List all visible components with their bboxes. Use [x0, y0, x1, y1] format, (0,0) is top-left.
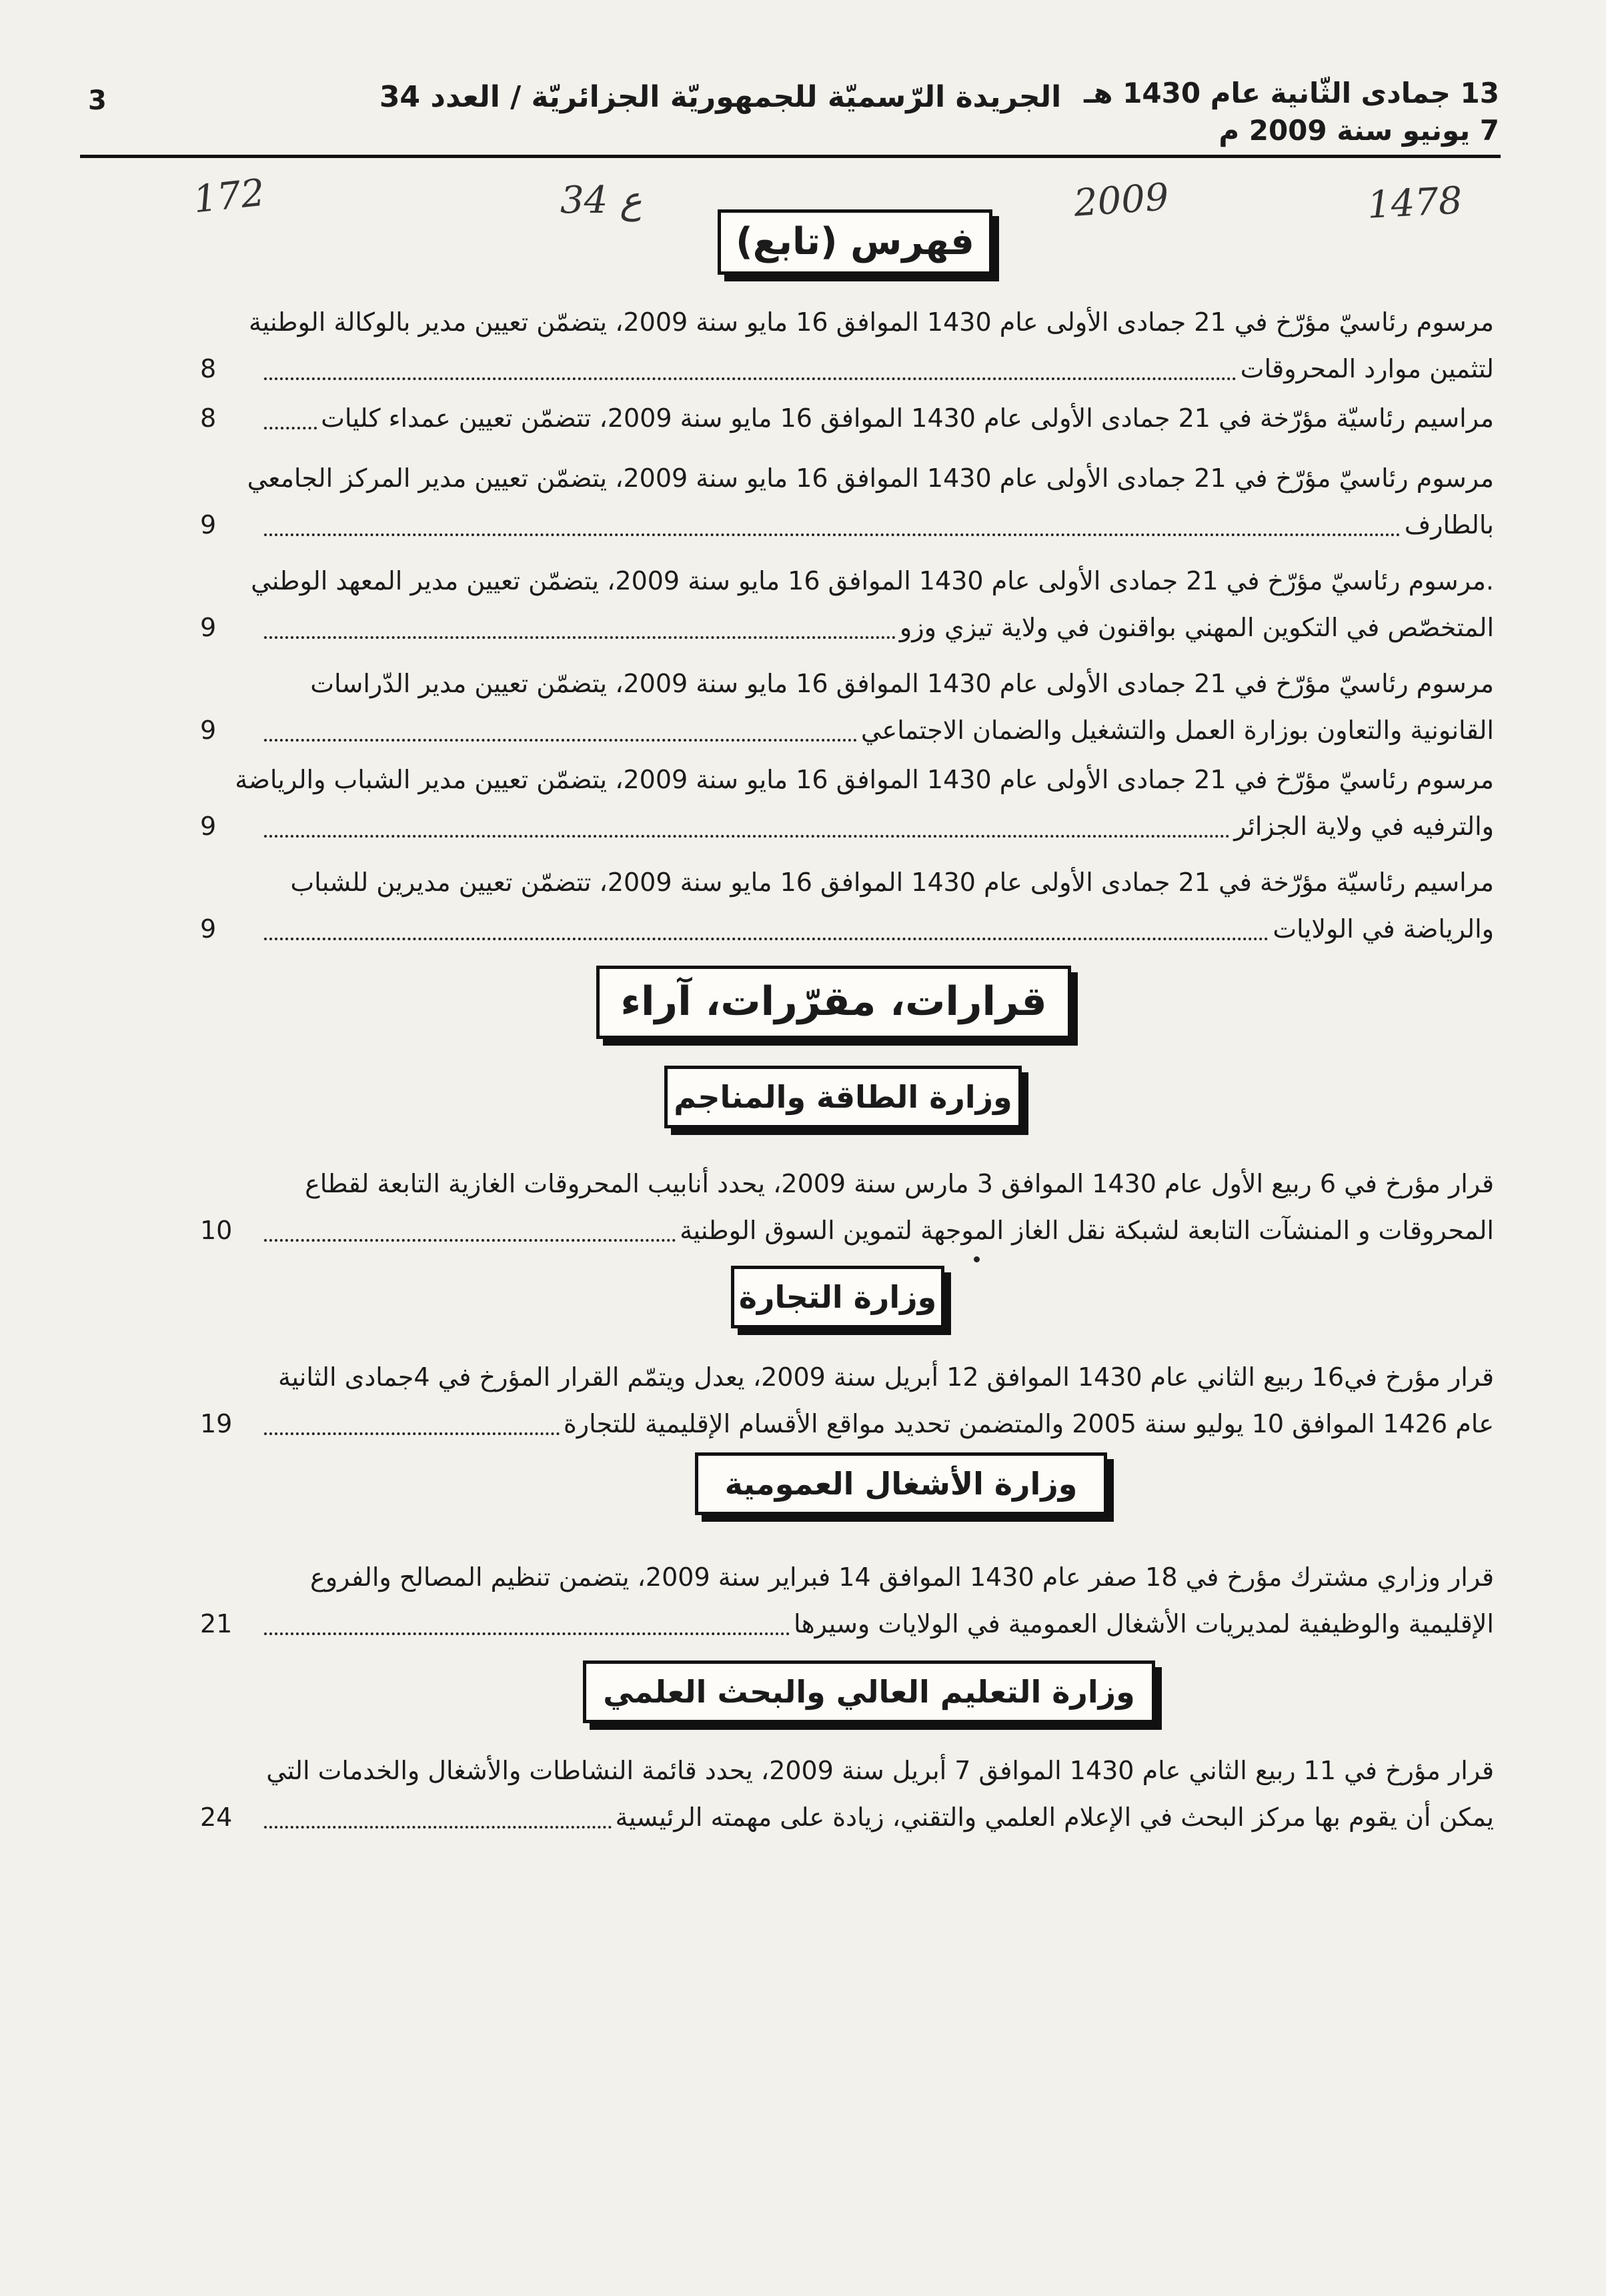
entry-page: 21: [200, 1609, 233, 1638]
leader-dots: [264, 835, 1230, 838]
ministry-name: وزارة الطاقة والمناجم: [674, 1079, 1012, 1115]
leader-dots: [264, 1239, 676, 1242]
index-entry: [200, 557, 1494, 651]
index-title: فهرس (تابع): [736, 220, 974, 263]
handwritten-note-issue: 34 ع: [560, 179, 642, 222]
index-entry: [200, 1747, 1494, 1841]
leader-dots: [264, 377, 1237, 380]
entry-text: قرار وزاري مشترك مؤرخ في 18 صفر عام 1430 الموافق 14 فبراير سنة 2009، يتضمن تنظيم المصالح والفروع: [310, 1562, 1494, 1592]
entry-text-end: المتخصّص في التكوين المهني بواقنون في ولاية تيزي وزو: [899, 613, 1494, 642]
journal-title: الجريدة الرّسميّة للجمهوريّة الجزائريّة / العدد 34: [379, 80, 1062, 114]
index-entry: [200, 395, 1494, 441]
leader-dots: [264, 739, 857, 742]
leader-dots: [264, 636, 896, 639]
ministry-name: وزارة التجارة: [738, 1279, 937, 1315]
entry-text: مرسوم رئاسيّ مؤرّخ في 21 جمادى الأولى عام 1430 الموافق 16 مايو سنة 2009، يتضمّن تعيين مدير الدّراسات: [310, 669, 1494, 698]
leader-dots: [264, 1632, 790, 1635]
handwritten-note-right: 1478: [1366, 179, 1464, 227]
ministry-box: [583, 1660, 1155, 1723]
header-divider: [80, 155, 1501, 158]
index-entry: [200, 299, 1494, 392]
entry-text: .مرسوم رئاسيّ مؤرّخ في 21 جمادى الأولى عام 1430 الموافق 16 مايو سنة 2009، يتضمّن تعيين مدير المعهد الوطني: [251, 566, 1494, 596]
leader-dots: [264, 1826, 612, 1829]
handwritten-note-left: 172: [191, 171, 267, 222]
section-title-box: [596, 966, 1071, 1039]
ministry-box: [731, 1266, 944, 1328]
entry-page: 9: [200, 716, 217, 745]
entry-page: 9: [200, 510, 217, 539]
entry-text-end: بالطارف: [1404, 510, 1494, 539]
entry-text: قرار مؤرخ في 11 ربيع الثاني عام 1430 الموافق 7 أبريل سنة 2009، يحدد قائمة النشاطات والأشغال والخدمات التي: [266, 1756, 1494, 1785]
entry-text-end: والترفيه في ولاية الجزائر: [1234, 812, 1494, 841]
entry-page: 8: [200, 354, 217, 383]
page-number: 3: [88, 85, 107, 116]
leader-dots: [264, 533, 1401, 536]
entry-text-end: مراسيم رئاسيّة مؤرّخة في 21 جمادى الأولى عام 1430 الموافق 16 مايو سنة 2009، تتضمّن تعيين عمداء كليات: [321, 403, 1494, 433]
date-hijri: 13 جمادى الثّانية عام 1430 هـ: [1084, 77, 1499, 109]
entry-text-end: القانونية والتعاون بوزارة العمل والتشغيل والضمان الاجتماعي: [860, 716, 1494, 745]
entry-text: مرسوم رئاسيّ مؤرّخ في 21 جمادى الأولى عام 1430 الموافق 16 مايو سنة 2009، يتضمّن تعيين مدير المركز الجامعي: [247, 463, 1494, 493]
leader-dots: [264, 1432, 560, 1435]
index-entry: [200, 1160, 1494, 1254]
entry-page: 9: [200, 613, 217, 642]
entry-page: 24: [200, 1803, 233, 1832]
entry-page: 9: [200, 812, 217, 841]
index-title-box: [718, 209, 992, 275]
entry-text: قرار مؤرخ في 6 ربيع الأول عام 1430 الموافق 3 مارس سنة 2009، يحدد أنابيب المحروقات الغازية التابعة لقطاع: [305, 1169, 1494, 1198]
entry-page: 9: [200, 914, 217, 944]
handwritten-note-year: 2009: [1072, 175, 1170, 225]
index-entry: [200, 455, 1494, 548]
section-title: قرارات، مقرّرات، آراء: [620, 978, 1047, 1025]
entry-text-end: المحروقات و المنشآت التابعة لشبكة نقل الغاز الموجهة لتموين السوق الوطنية: [680, 1216, 1494, 1245]
entry-text-end: الإقليمية والوظيفية لمديريات الأشغال العمومية في الولايات وسيرها: [794, 1609, 1494, 1638]
index-entry: [200, 1554, 1494, 1647]
entry-text: مرسوم رئاسيّ مؤرّخ في 21 جمادى الأولى عام 1430 الموافق 16 مايو سنة 2009، يتضمّن تعيين مدير بالوكالة الوطنية: [249, 307, 1494, 337]
entry-text-end: عام 1426 الموافق 10 يوليو سنة 2005 والمتضمن تحديد مواقع الأقسام الإقليمية للتجارة: [563, 1409, 1494, 1438]
date-gregorian: 7 يونيو سنة 2009 م: [1219, 114, 1499, 147]
ministry-name: وزارة التعليم العالي والبحث العلمي: [603, 1674, 1135, 1710]
index-entry: [200, 859, 1494, 952]
entry-text-end: يمكن أن يقوم بها مركز البحث في الإعلام العلمي والتقني، زيادة على مهمته الرئيسية: [615, 1803, 1494, 1832]
ministry-name: وزارة الأشغال العمومية: [724, 1466, 1078, 1502]
ministry-box: [664, 1066, 1022, 1128]
entry-page: 8: [200, 403, 217, 433]
index-entry: [200, 660, 1494, 754]
entry-page: 10: [200, 1216, 233, 1245]
entry-text: قرار مؤرخ في16 ربيع الثاني عام 1430 الموافق 12 أبريل سنة 2009، يعدل ويتمّم القرار المؤرخ في 4جمادى الثانية: [277, 1362, 1494, 1392]
entry-page: 19: [200, 1409, 233, 1438]
issue-date: [1084, 75, 1499, 149]
ministry-box: [695, 1452, 1107, 1515]
page-speck: [974, 1256, 980, 1262]
leader-dots: [264, 427, 317, 429]
index-entry: [200, 756, 1494, 850]
entry-text: مراسيم رئاسيّة مؤرّخة في 21 جمادى الأولى عام 1430 الموافق 16 مايو سنة 2009، تتضمّن تعيين مديرين للشباب: [290, 868, 1494, 897]
index-entry: [200, 1354, 1494, 1447]
entry-text-end: لتثمين موارد المحروقات: [1240, 354, 1494, 383]
entry-text-end: والرياضة في الولايات: [1273, 914, 1494, 944]
entry-text: مرسوم رئاسيّ مؤرّخ في 21 جمادى الأولى عام 1430 الموافق 16 مايو سنة 2009، يتضمّن تعيين مدير الشباب والرياضة: [235, 765, 1494, 794]
leader-dots: [264, 938, 1269, 940]
